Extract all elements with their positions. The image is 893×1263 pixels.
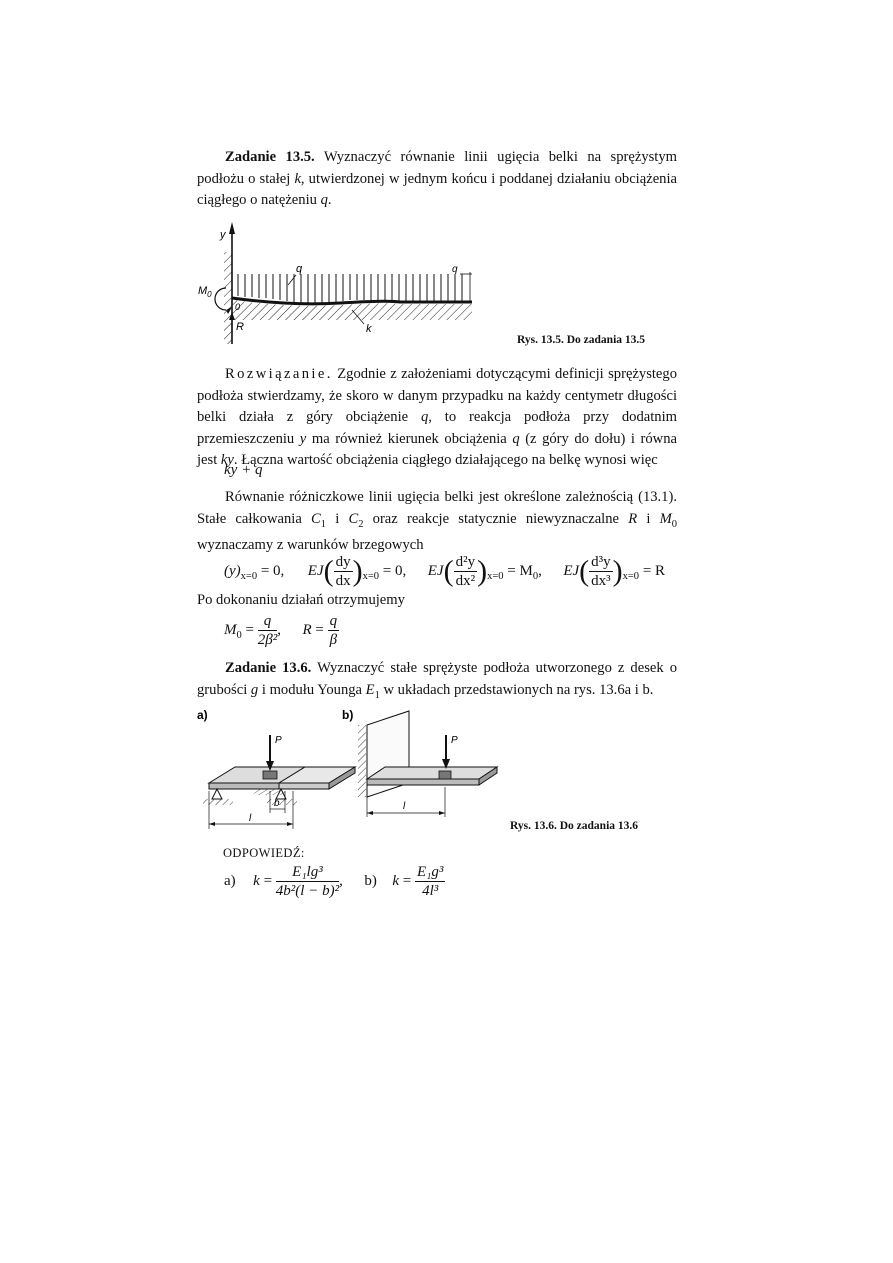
result-R: R [302, 621, 312, 638]
task-13-6-paragraph [197, 658, 677, 706]
bc3-rhs: = M [503, 562, 533, 579]
planks-b [367, 767, 497, 785]
label-P-b: P [451, 735, 458, 746]
label-k: k [366, 323, 372, 335]
bc1-rhs: = 0, [257, 562, 285, 579]
text: ma również kierunek obciążenia [306, 430, 513, 447]
y-axis-arrow [229, 222, 235, 234]
den: 2β² [257, 632, 278, 648]
answer-title: ODPOWIEDŹ: [223, 846, 305, 860]
sub: x=0 [362, 570, 380, 582]
dim-l-arrow-left [209, 822, 215, 826]
text: Równanie różniczkowe linii ugięcia belki jest określone zależnością (13.1). Stałe całkowania [197, 489, 677, 527]
bc1 [224, 562, 285, 582]
text: Zgodnie z założeniami dotyczącymi definicji sprężystego podłoża stwierdzamy, że skoro w danym przypadku na każdy centymetr długości belki działa z góry obciążenie [197, 366, 677, 425]
bc3-tail: , [538, 562, 542, 579]
num: d²y [455, 554, 476, 570]
den: 4b²(l − b)² [275, 883, 340, 899]
var: R [628, 510, 638, 527]
label-origin: 0 [235, 302, 241, 312]
answer-k: k [392, 872, 399, 889]
label-q: q [296, 263, 303, 275]
sub: 0 [671, 518, 677, 530]
frac-q-beta [328, 612, 340, 649]
var: q [512, 430, 520, 447]
sub: 0 [532, 570, 539, 582]
wall-hatch [224, 252, 232, 344]
q-leader [288, 275, 296, 285]
bc4: EJ( $\frac{\text{d³y}}{\text{dx³}}$ )$_{x=0} = R$ [563, 554, 666, 589]
text: Wyznaczyć równanie linii ugięcia belki na sprężystym podłożu o stałej [197, 149, 677, 187]
label-q-right: q [452, 264, 458, 275]
text: i [637, 510, 660, 527]
var: E [365, 681, 375, 698]
figure-13-5-caption: Rys. 13.5. Do zadania 13.5 [517, 334, 646, 346]
sub: 2 [358, 518, 364, 530]
figure-13-5 [190, 220, 490, 350]
eq: = [399, 872, 415, 889]
answer-b-label: b) [364, 872, 377, 889]
frac-d2y-dx2 [454, 553, 478, 590]
bc2-rhs: = 0, [379, 562, 407, 579]
bc3: EJ( $\frac{\text{d²y}}{\text{dx²}}$ )$_{x=0} = M_0$, [427, 554, 542, 589]
distributed-load [238, 274, 462, 303]
ground-left [203, 799, 233, 805]
eq: = [259, 872, 276, 889]
var: M [659, 510, 672, 527]
boundary-conditions [224, 553, 665, 590]
var: g [250, 681, 259, 698]
label-l-a: l [249, 813, 252, 824]
num: d³y [591, 554, 611, 570]
ej: EJ [427, 562, 444, 579]
bc2: EJ( $\frac{dy}{dx}$ )$_{x=0} = 0$, [307, 554, 407, 589]
bc4-rhs: = R [639, 562, 666, 579]
task-13-6-heading: Zadanie 13.6. [225, 660, 312, 676]
label-l-b: l [403, 801, 406, 812]
label-P-a: P [275, 735, 282, 746]
text: w układach przedstawionych na rys. 13.6a i b. [379, 681, 654, 698]
answer-formulas [224, 863, 445, 900]
den: dx [335, 573, 351, 589]
frac-dy-dx [334, 553, 353, 590]
answer-k: k [253, 872, 260, 889]
frac-q-2beta2 [258, 612, 277, 649]
ej: EJ [563, 562, 580, 579]
var: y [299, 430, 307, 447]
label-a: a) [197, 708, 208, 722]
sub: x=0 [622, 570, 640, 582]
text: . [327, 192, 332, 208]
var: k [294, 170, 301, 187]
result-formula [224, 612, 339, 649]
result-M: M [224, 621, 237, 638]
sub: 1 [320, 518, 327, 530]
var: ky [220, 452, 234, 468]
label-b-dim: b [274, 798, 280, 809]
task-13-5-heading: Zadanie 13.5. [225, 149, 315, 165]
bc1-sub: x=0 [240, 570, 258, 582]
text: Wyznaczyć stałe sprężyste podłoża utworzonego z desek o grubości [197, 660, 677, 698]
var: C [348, 510, 359, 527]
text: , utwierdzonej w jednym końcu i poddanej działaniu obciążenia ciągłego o natężeniu [197, 170, 677, 208]
text: wyznaczamy z warunków brzegowych [197, 536, 424, 553]
var: q [420, 409, 429, 425]
text: oraz reakcje statycznie niewyznaczalne [363, 510, 629, 527]
comma: , [277, 621, 281, 638]
label-b: b) [342, 708, 354, 722]
answer-a-label: a) [224, 872, 236, 889]
ej: EJ [307, 562, 324, 579]
solution-paragraph [197, 364, 677, 472]
solution-word: Rozwiązanie. [225, 366, 333, 382]
text: . Łączna wartość obciążenia ciągłego działającego na belkę wynosi więc [233, 452, 658, 468]
num: E₁lg³ [276, 863, 339, 882]
comma: , [339, 872, 343, 889]
num: E₁g³ [416, 864, 444, 880]
wall-b-hatch [358, 725, 366, 797]
dim-l2-arrow-right [439, 811, 445, 815]
sub: x=0 [487, 570, 504, 582]
eq: = [241, 621, 258, 638]
den: dx³ [591, 573, 611, 589]
label-M0: $M_0$ [198, 285, 212, 299]
after-text: Po dokonaniu działań otrzymujemy [197, 592, 405, 608]
text: i [326, 510, 349, 527]
text: i modułu Younga [258, 681, 366, 698]
beam [232, 298, 472, 304]
frac-d3y-dx3 [589, 553, 613, 590]
planks-a [209, 767, 355, 789]
den: dx² [455, 573, 476, 589]
formula-ky-plus-q: ky + q [224, 462, 263, 478]
eq: = [311, 621, 328, 638]
answer-b-fraction [415, 863, 445, 900]
text: , to reakcja podłoża przy dodatnim przemieszczeniu [197, 409, 677, 447]
num: dy [335, 554, 351, 570]
den: 4l³ [422, 883, 439, 899]
num: q [329, 613, 338, 629]
task-13-5-paragraph [197, 147, 677, 212]
sub: 1 [374, 689, 380, 701]
text: (z góry do dołu) i równa jest [197, 430, 677, 468]
var: C [311, 510, 321, 527]
label-y: y [220, 229, 226, 241]
var: q [320, 192, 328, 208]
bc1-lhs: (y) [224, 562, 241, 579]
label-R: R [236, 321, 244, 333]
dim-l-arrow-right [287, 822, 293, 826]
sub: 0 [236, 629, 242, 641]
den: β [329, 632, 338, 648]
dim-l2-arrow-left [367, 811, 373, 815]
answer-a-fraction [276, 863, 339, 900]
num: q [258, 612, 277, 631]
figure-13-6 [195, 705, 515, 830]
ground-mid [267, 799, 297, 805]
figure-13-6-caption: Rys. 13.6. Do zadania 13.6 [510, 820, 639, 832]
boundary-intro-paragraph [197, 487, 677, 556]
support-left [212, 789, 222, 799]
